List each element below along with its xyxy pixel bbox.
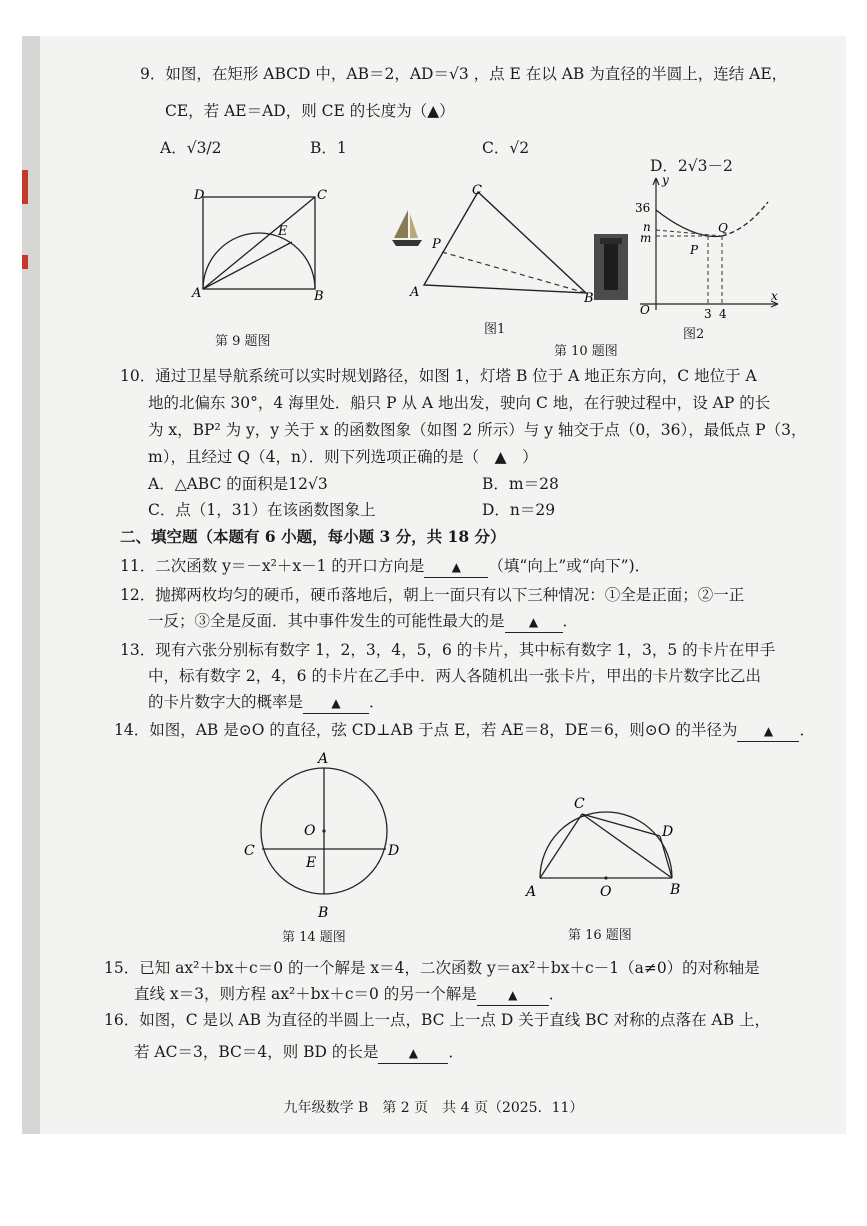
q16-figure [520, 790, 690, 905]
q12-tail: ． [562, 612, 579, 630]
q14-tail: ． [799, 721, 815, 739]
label-a: A [526, 884, 537, 900]
q10-option-a: A．△ABC 的面积是12√3 [148, 475, 328, 493]
q11-text: 11．二次函数 y＝－x²＋x－1 的开口方向是 [120, 557, 425, 575]
label-3: 3 [704, 307, 712, 321]
q9-line1: 9．如图，在矩形 ABCD 中，AB＝2，AD＝√3 ，点 E 在以 AB 为直径的半圆上，连结 AE， [140, 65, 788, 83]
label-o: O [600, 884, 612, 900]
lighthouse-icon [594, 234, 628, 300]
q14-question [114, 720, 815, 742]
q11-tail: （填“向上”或“向下”)． [488, 557, 651, 575]
red-edge-mark [22, 255, 28, 269]
q15-line2: 直线 x＝3，则方程 ax²＋bx＋c＝0 的另一个解是 [134, 985, 477, 1003]
q11-question [120, 556, 650, 578]
label-m: m [640, 231, 652, 245]
q9-figure [186, 185, 336, 310]
q14-text: 14．如图，AB 是⊙O 的直径，弦 CD⊥AB 于点 E，若 AE＝8，DE＝6，则⊙O 的半径为 [114, 721, 738, 739]
label-q: Q [718, 221, 728, 235]
q9-line2: CE，若 AE＝AD，则 CE 的长度为（▲） [165, 102, 455, 120]
label-b: B [670, 882, 681, 898]
label-c: C [244, 843, 255, 859]
label-y: y [662, 173, 669, 187]
q13-line1: 13．现有六张分别标有数字 1，2，3，4，5，6 的卡片，其中标有数字 1，3，5 的卡片在甲手 [120, 641, 776, 659]
q16-tail: ． [448, 1043, 464, 1061]
label-d: D [194, 188, 205, 203]
q10-line2: 地的北偏东 30°，4 海里处．船只 P 从 A 地出发，驶向 C 地，在行驶过程中，设 AP 的长 [148, 394, 771, 412]
q9-option-c: C．√2 [482, 139, 530, 157]
q10-option-d: D．n＝29 [482, 501, 556, 519]
label-c: C [574, 796, 585, 812]
q9-option-d: D．2√3－2 [650, 157, 733, 175]
q10-figure-caption: 第 10 题图 [554, 344, 618, 359]
label-e: E [306, 855, 317, 871]
red-edge-mark [22, 170, 28, 204]
q9-option-b: B．1 [310, 139, 347, 157]
q10-line4: m），且经过 Q（4，n）．则下列选项正确的是（ ▲ ） [148, 448, 538, 466]
q13-tail: ． [369, 693, 385, 711]
q16-line2-wrap [134, 1042, 464, 1064]
q12-line2-wrap [148, 611, 578, 633]
label-a: A [318, 751, 329, 767]
q11-answer-blank: ▲ [424, 556, 488, 578]
label-b: B [318, 905, 329, 921]
q16-answer-blank: ▲ [378, 1042, 448, 1064]
page-footer: 九年级数学 B 第 2 页 共 4 页（2025．11） [283, 1100, 584, 1116]
label-x: x [771, 289, 778, 303]
q15-answer-blank: ▲ [477, 984, 549, 1006]
label-a: A [192, 286, 202, 301]
q10-figure1 [398, 180, 608, 310]
label-o: O [640, 303, 650, 317]
label-c: C [317, 188, 327, 203]
label-p: P [432, 237, 441, 252]
q10-figure1-caption: 图1 [484, 322, 506, 337]
q15-line1: 15．已知 ax²＋bx＋c＝0 的一个解是 x＝4，二次函数 y＝ax²＋bx＋c－1（a≠0）的对称轴是 [104, 959, 760, 977]
section-fill-in-blank-title: 二、填空题（本题有 6 小题，每小题 3 分，共 18 分） [120, 527, 506, 546]
q16-figure-caption: 第 16 题图 [568, 928, 632, 943]
label-d: D [388, 843, 400, 859]
q10-option-b: B．m＝28 [482, 475, 559, 493]
q10-figure2-caption: 图2 [683, 327, 705, 342]
q10-option-c: C．点（1，31）在该函数图象上 [148, 501, 376, 519]
q13-answer-blank: ▲ [303, 692, 369, 714]
q13-line3-wrap [148, 692, 385, 714]
label-b: B [314, 289, 324, 304]
q15-tail: ． [548, 985, 565, 1003]
label-a: A [410, 285, 420, 300]
q10-line1: 10．通过卫星导航系统可以实时规划路径，如图 1，灯塔 B 位于 A 地正东方向，C 地位于 A [120, 367, 757, 385]
label-c: C [472, 183, 482, 198]
label-p: P [690, 243, 699, 257]
label-d: D [662, 824, 674, 840]
label-e: E [278, 224, 288, 239]
label-n: n [643, 220, 651, 234]
q14-figure [240, 745, 410, 920]
q13-line3: 的卡片数字大的概率是 [148, 693, 304, 711]
q13-line2: 中，标有数字 2，4，6 的卡片在乙手中．两人各随机出一张卡片，甲出的卡片数字比乙出 [148, 667, 761, 685]
q14-figure-caption: 第 14 题图 [282, 930, 346, 945]
q15-line2-wrap [134, 984, 564, 1006]
q12-answer-blank: ▲ [505, 611, 563, 633]
q16-line2: 若 AC＝3，BC＝4，则 BD 的长是 [134, 1043, 379, 1061]
label-4: 4 [719, 307, 727, 321]
q10-figure2-graph [626, 172, 786, 322]
label-o: O [304, 823, 316, 839]
label-b: B [584, 291, 594, 306]
q9-option-a: A．√3/2 [160, 139, 222, 157]
q9-figure-caption: 第 9 题图 [215, 334, 271, 349]
label-36: 36 [635, 201, 651, 215]
q12-line2: 一反；③全是反面．其中事件发生的可能性最大的是 [148, 612, 505, 630]
q12-line1: 12．抛掷两枚均匀的硬币，硬币落地后，朝上一面只有以下三种情况：①全是正面；②一正 [120, 586, 745, 604]
q14-answer-blank: ▲ [737, 720, 799, 742]
q10-line3: 为 x，BP² 为 y，y 关于 x 的函数图象（如图 2 所示）与 y 轴交于点（0，36），最低点 P（3， [148, 421, 807, 439]
q16-line1: 16．如图，C 是以 AB 为直径的半圆上一点，BC 上一点 D 关于直线 BC 对称的点落在 AB 上， [104, 1011, 771, 1029]
